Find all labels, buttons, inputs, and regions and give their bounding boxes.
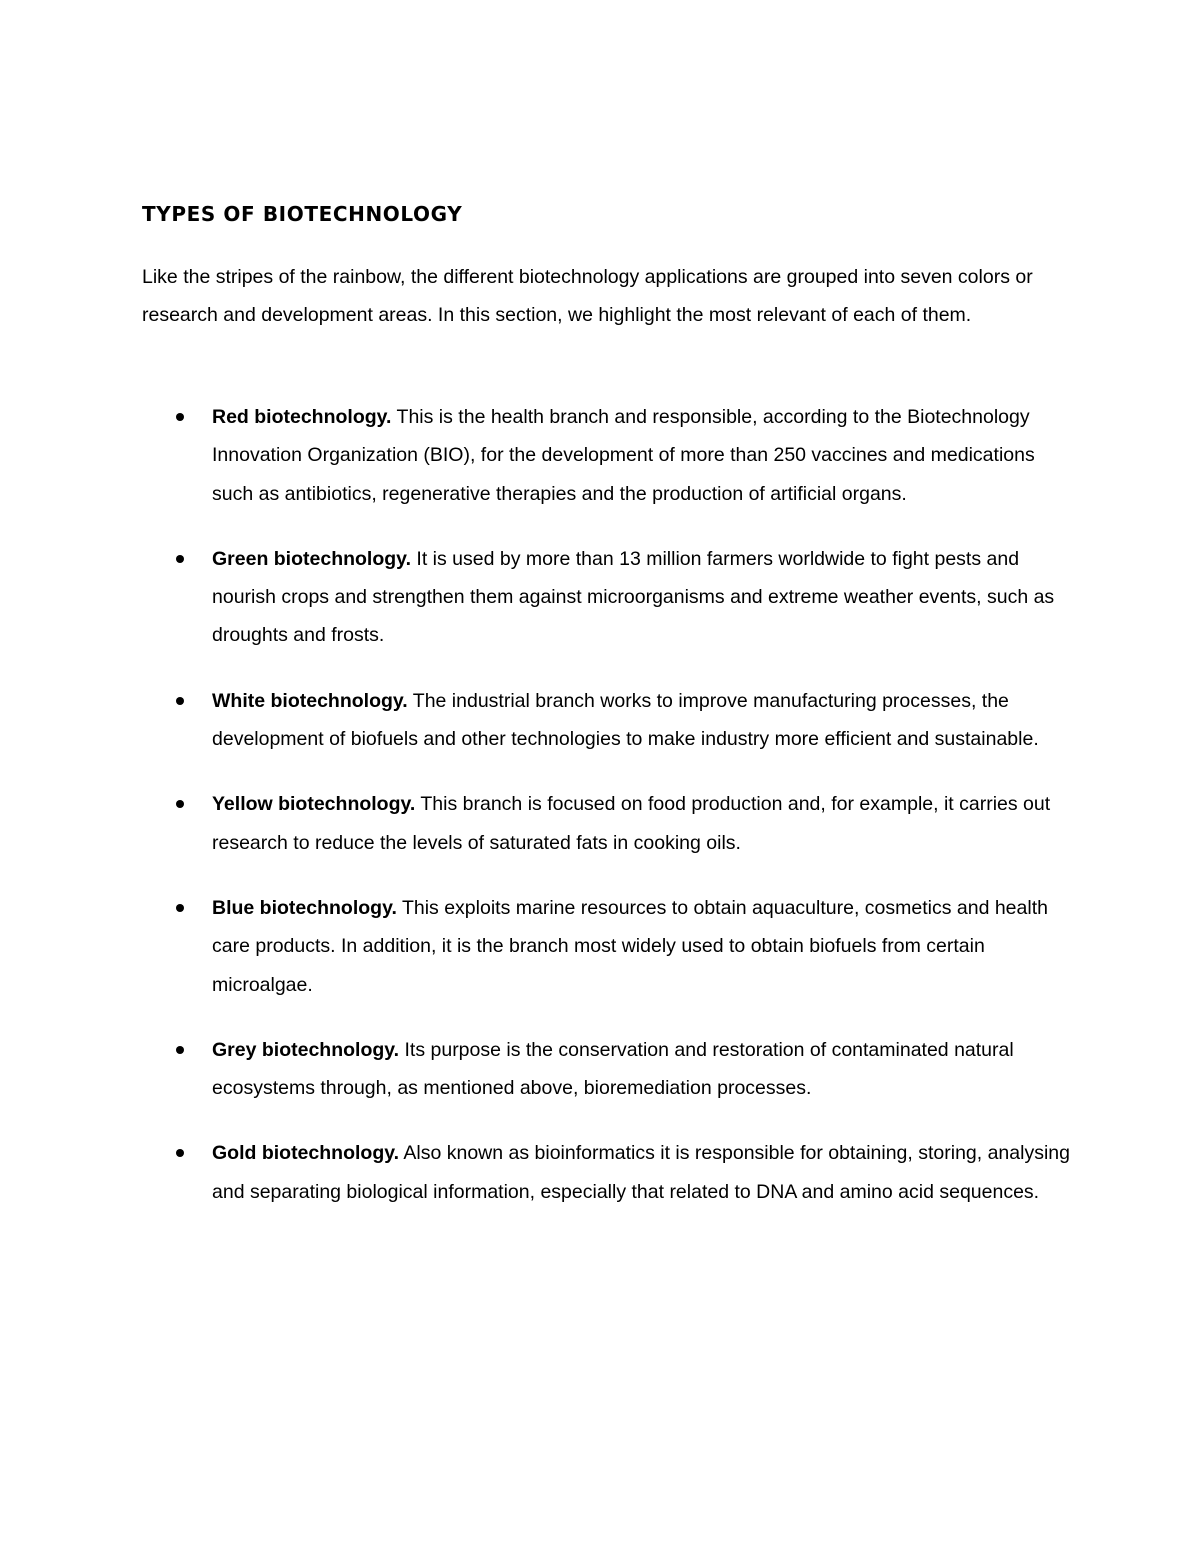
intro-paragraph: Like the stripes of the rainbow, the different biotechnology applications are grouped into seven colors or research and development areas. In this section, we highlight the most relevant of each of them. — [142, 266, 1033, 327]
branch-name: Grey biotechnology. — [212, 1038, 400, 1061]
branch-name: Blue biotechnology. — [212, 896, 397, 919]
branch-description: This is the health branch and responsible, according to the Biotechnology Innovation Organization (BIO), for the development of more than 250 vaccines and medications such as antibiotics, regenerative therapies and the production of artificial organs. — [212, 406, 1035, 505]
list-item-gold — [142, 1134, 1072, 1211]
branch-description: Also known as bioinformatics it is responsible for obtaining, storing, analysing and separating biological information, especially that related to DNA and amino acid sequences. — [212, 1142, 1070, 1203]
branch-name: Yellow biotechnology. — [212, 793, 416, 816]
list-item-green — [142, 540, 1072, 655]
list-item-yellow — [142, 785, 1072, 862]
branch-description: The industrial branch works to improve manufacturing processes, the development of biofuels and other technologies to make industry more efficient and sustainable. — [212, 689, 1039, 751]
document-title: TYPES OF BIOTECHNOLOGY — [142, 202, 463, 226]
bullet-icon — [176, 904, 184, 912]
biotechnology-list — [142, 398, 1072, 1238]
branch-description: It is used by more than 13 million farmers worldwide to fight pests and nourish crops and strengthen them against microorganisms and extreme weather events, such as droughts and frosts. — [212, 547, 1055, 647]
list-item-blue — [142, 889, 1072, 1004]
branch-name: Red biotechnology. — [212, 406, 392, 428]
branch-name: Gold biotechnology. — [212, 1142, 400, 1165]
branch-name: White biotechnology. — [212, 689, 408, 712]
branch-description: Its purpose is the conservation and restoration of contaminated natural ecosystems through, as mentioned above, bioremediation processes. — [212, 1038, 1014, 1100]
list-item-red — [142, 398, 1072, 513]
bullet-icon — [176, 413, 184, 421]
branch-name: Green biotechnology. — [212, 547, 411, 570]
bullet-icon — [176, 555, 184, 563]
bullet-icon — [176, 697, 184, 705]
bullet-icon — [176, 1149, 184, 1157]
bullet-icon — [176, 800, 184, 808]
branch-description: This branch is focused on food production and, for example, it carries out research to reduce the levels of saturated fats in cooking oils. — [212, 793, 1051, 854]
list-item-grey — [142, 1031, 1072, 1108]
list-item-white — [142, 682, 1072, 759]
bullet-icon — [176, 1046, 184, 1054]
branch-description: This exploits marine resources to obtain aquaculture, cosmetics and health care products. In addition, it is the branch most widely used to obtain biofuels from certain microalgae. — [212, 896, 1048, 996]
